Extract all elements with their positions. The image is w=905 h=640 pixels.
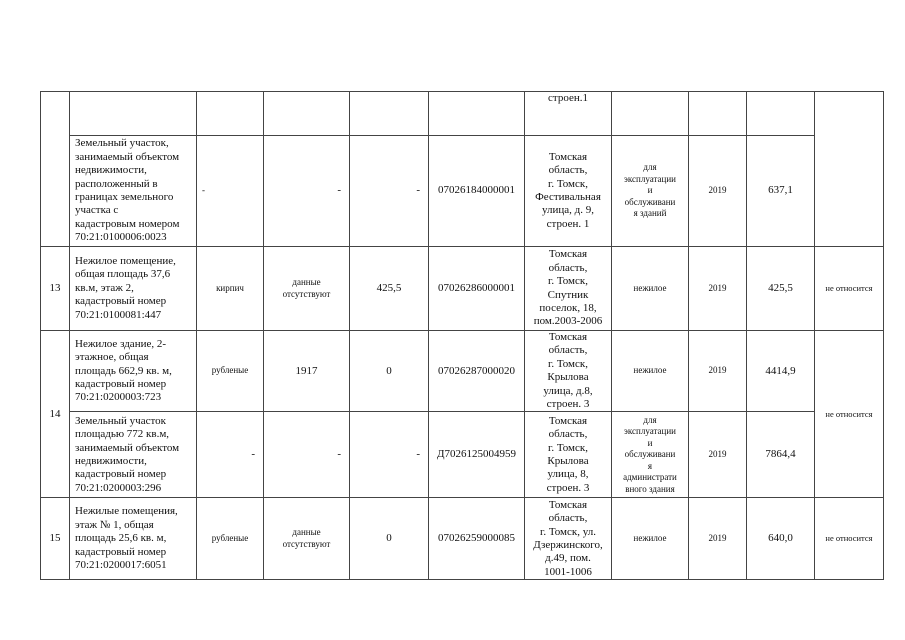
- row-number-cell: 14: [41, 331, 70, 498]
- purpose-cell: нежилое: [612, 247, 689, 331]
- property-table: [40, 91, 884, 580]
- row-number-cell: 15: [41, 498, 70, 580]
- relation-cell: не относится: [815, 247, 884, 331]
- year-built-cell: -: [264, 136, 350, 247]
- area-col-cell: 425,5: [350, 247, 429, 331]
- purpose-cell: для эксплуатации и обслуживани я администрати вного здания: [612, 412, 689, 498]
- purpose-cell: нежилое: [612, 331, 689, 412]
- address-cell: Томская область, г. Томск, Крылова улица, 8, строен. 3: [525, 412, 612, 498]
- area-cell: 425,5: [747, 247, 815, 331]
- purpose-cell: [612, 92, 689, 136]
- area-cell: [747, 92, 815, 136]
- description-cell: Нежилое здание, 2- этажное, общая площадь 662,9 кв. м, кадастровый номер 70:21:0200003:723: [70, 331, 197, 412]
- relation-cell: не относится: [815, 498, 884, 580]
- address-cell: Томская область, г. Томск, Фестивальная улица, д. 9, строен. 1: [525, 136, 612, 247]
- area-cell: 7864,4: [747, 412, 815, 498]
- code-cell: 07026184000001: [429, 136, 525, 247]
- material-cell: [197, 92, 264, 136]
- table-row: [41, 92, 884, 136]
- area-col-cell: -: [350, 412, 429, 498]
- area-cell: 4414,9: [747, 331, 815, 412]
- code-cell: 07026286000001: [429, 247, 525, 331]
- purpose-cell: для эксплуатации и обслуживани я зданий: [612, 136, 689, 247]
- address-cell: строен.1: [525, 92, 612, 136]
- area-cell: 637,1: [747, 136, 815, 247]
- material-cell: рубленые: [197, 331, 264, 412]
- material-cell: рубленые: [197, 498, 264, 580]
- year-cell: 2019: [689, 412, 747, 498]
- code-cell: [429, 92, 525, 136]
- area-col-cell: 0: [350, 331, 429, 412]
- row-number-cell: 13: [41, 247, 70, 331]
- area-col-cell: 0: [350, 498, 429, 580]
- year-cell: 2019: [689, 136, 747, 247]
- year-built-cell: [264, 92, 350, 136]
- table-row: [41, 247, 884, 331]
- material-cell: -: [197, 136, 264, 247]
- year-cell: 2019: [689, 247, 747, 331]
- description-cell: [70, 92, 197, 136]
- area-cell: 640,0: [747, 498, 815, 580]
- material-cell: кирпич: [197, 247, 264, 331]
- year-built-cell: 1917: [264, 331, 350, 412]
- address-cell: Томская область, г. Томск, Спутник поселок, 18, пом.2003-2006: [525, 247, 612, 331]
- year-built-cell: данные отсутствуют: [264, 247, 350, 331]
- table-row: [41, 412, 884, 498]
- address-cell: Томская область, г. Томск, ул. Дзержинского, д.49, пом. 1001-1006: [525, 498, 612, 580]
- table-row: [41, 136, 884, 247]
- year-built-cell: данные отсутствуют: [264, 498, 350, 580]
- code-cell: 07026287000020: [429, 331, 525, 412]
- description-cell: Нежилые помещения, этаж № 1, общая площадь 25,6 кв. м, кадастровый номер 70:21:0200017:6051: [70, 498, 197, 580]
- description-cell: Земельный участок площадью 772 кв.м, занимаемый объектом недвижимости, кадастровый номер 70:21:0200003:296: [70, 412, 197, 498]
- year-cell: 2019: [689, 498, 747, 580]
- description-cell: Земельный участок, занимаемый объектом недвижимости, расположенный в границах земельного участка с кадастровым номером 70:21:0100006:0023: [70, 136, 197, 247]
- table-row: [41, 498, 884, 580]
- area-col-cell: [350, 92, 429, 136]
- relation-cell: [815, 92, 884, 247]
- row-number-cell: [41, 92, 70, 247]
- code-cell: 07026259000085: [429, 498, 525, 580]
- year-cell: 2019: [689, 331, 747, 412]
- description-cell: Нежилое помещение, общая площадь 37,6 кв.м, этаж 2, кадастровый номер 70:21:0100081:447: [70, 247, 197, 331]
- code-cell: Д7026125004959: [429, 412, 525, 498]
- purpose-cell: нежилое: [612, 498, 689, 580]
- material-cell: -: [197, 412, 264, 498]
- table-row: [41, 331, 884, 412]
- area-col-cell: -: [350, 136, 429, 247]
- relation-cell: не относится: [815, 331, 884, 498]
- year-cell: [689, 92, 747, 136]
- year-built-cell: -: [264, 412, 350, 498]
- address-cell: Томская область, г. Томск, Крылова улица, д.8, строен. 3: [525, 331, 612, 412]
